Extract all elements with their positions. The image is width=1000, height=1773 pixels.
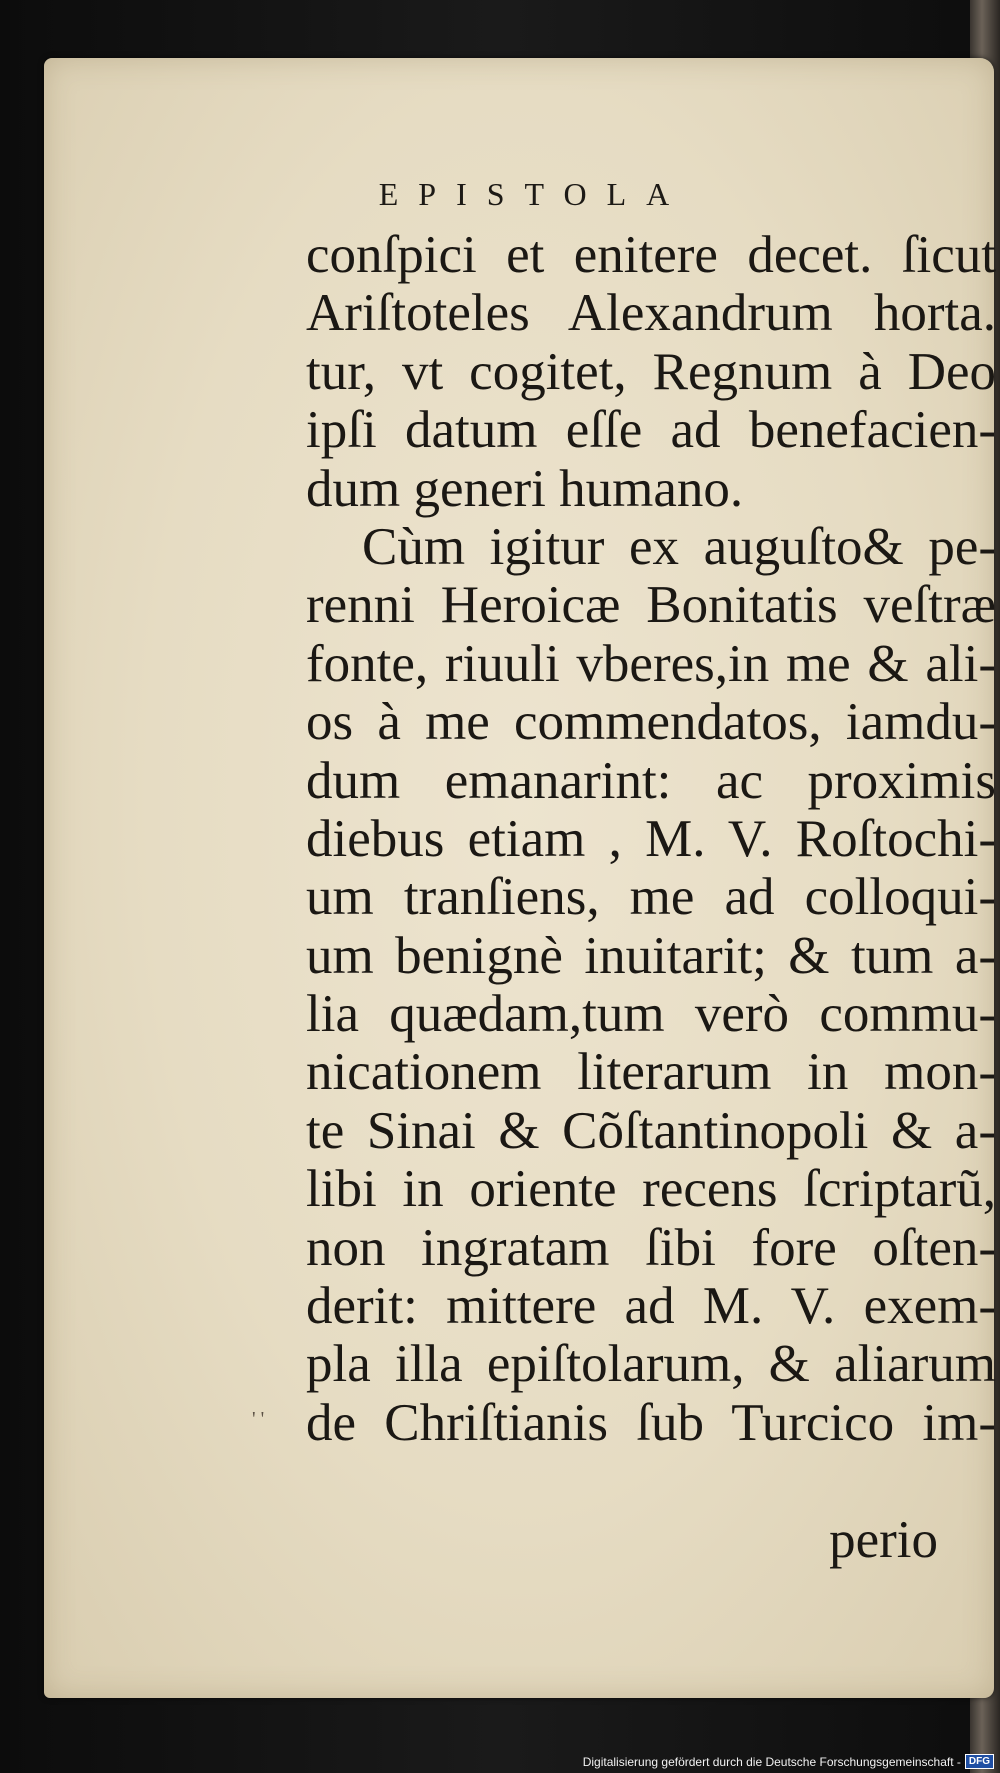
text-line: dum generi humano. bbox=[306, 459, 744, 518]
text-line: Cùm igitur ex auguſto& pe- bbox=[362, 517, 996, 576]
book-page bbox=[44, 58, 994, 1698]
text-line: fonte, riuuli vberes,in me & ali- bbox=[306, 634, 996, 693]
text-line: dum emanarint: ac proximis bbox=[306, 751, 996, 810]
text-line: conſpici et enitere decet. ſicut bbox=[306, 226, 996, 284]
text-line: non ingratam ſibi fore oſten- bbox=[306, 1218, 996, 1277]
text-line: de Chriſtianis ſub Turcico im- bbox=[306, 1393, 996, 1452]
digitization-footer bbox=[583, 1754, 994, 1769]
text-line: derit: mittere ad M. V. exem- bbox=[306, 1277, 996, 1336]
dfg-logo-icon: DFG bbox=[965, 1754, 994, 1769]
text-line: os à me commendatos, iamdu- bbox=[306, 693, 996, 752]
text-line: ipſi datum eſſe ad benefacien- bbox=[306, 401, 996, 460]
text-line: libi in oriente recens ſcriptarũ, bbox=[306, 1160, 996, 1219]
text-line: um benignè inuitarit; & tum a- bbox=[306, 926, 996, 985]
text-line: tur, vt cogitet, Regnum à Deo bbox=[306, 342, 996, 401]
text-line: nicationem literarum in mon- bbox=[306, 1043, 996, 1102]
text-line: te Sinai & Cõſtantinopoli & a- bbox=[306, 1101, 996, 1160]
margin-mark: ' ' bbox=[252, 1408, 265, 1430]
text-line: renni Heroicæ Bonitatis veſtræ bbox=[306, 576, 996, 635]
catchword: perio bbox=[829, 1511, 938, 1569]
text-line: Ariſtoteles Alexandrum horta. bbox=[306, 284, 996, 343]
running-header: EPISTOLA bbox=[378, 176, 690, 212]
text-line: pla illa epiſtolarum, & aliarum bbox=[306, 1335, 996, 1394]
body-text bbox=[306, 226, 996, 1452]
footer-text: Digitalisierung gefördert durch die Deutsche Forschungsgemeinschaft - bbox=[582, 1754, 961, 1769]
text-line: um tranſiens, me ad colloqui- bbox=[306, 868, 996, 927]
text-line: diebus etiam , M. V. Roſtochi- bbox=[306, 809, 996, 868]
text-line: lia quædam,tum verò commu- bbox=[306, 985, 996, 1044]
